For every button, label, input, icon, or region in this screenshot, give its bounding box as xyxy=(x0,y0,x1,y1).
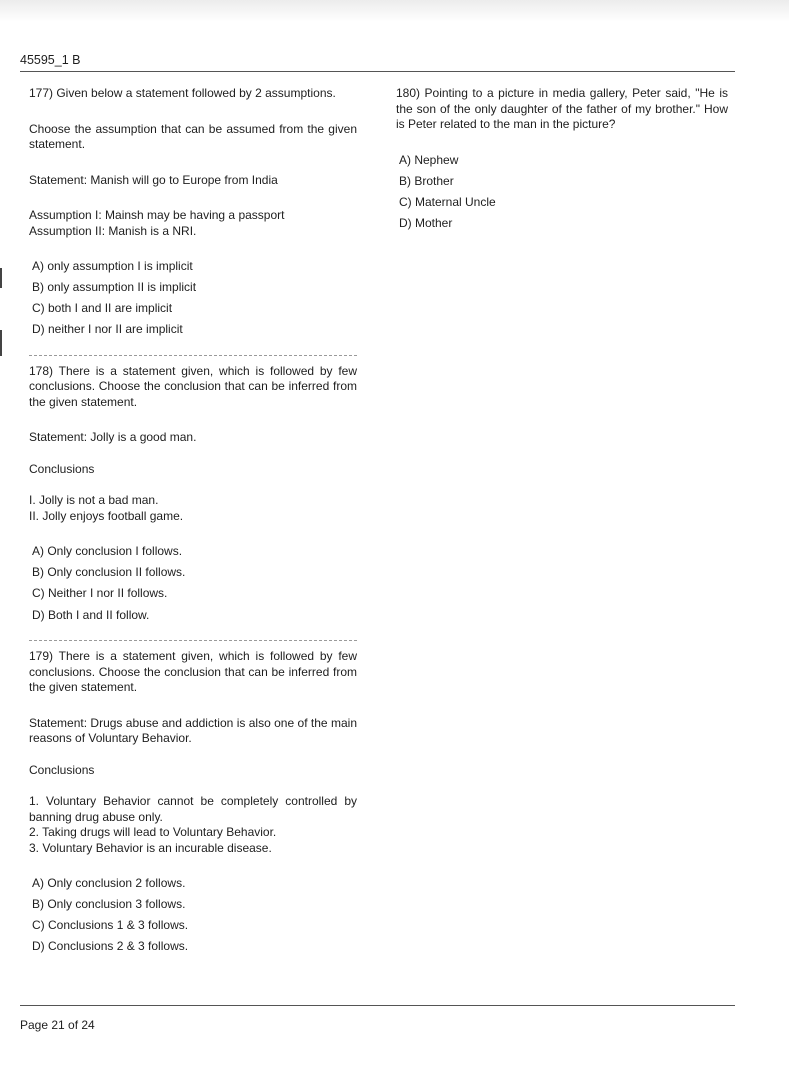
conclusion-2: 2. Taking drugs will lead to Voluntary Behavior. xyxy=(29,825,277,840)
document-code: 45595_1 B xyxy=(20,53,81,67)
scan-mark xyxy=(0,330,2,356)
conclusion-3: 3. Voluntary Behavior is an incurable disease. xyxy=(29,840,272,855)
assumption-2: Assumption II: Manish is a NRI. xyxy=(29,223,197,238)
question-179 xyxy=(29,649,357,955)
option-a: A) only assumption I is implicit xyxy=(32,259,193,273)
question-text: 180) Pointing to a picture in media gallery, Peter said, "He is the son of the only daughter of the father of my brother." How is Peter related to the man in the picture? xyxy=(396,86,728,131)
option-d: D) neither I nor II are implicit xyxy=(32,322,183,337)
assumption-1: Assumption I: Mainsh may be having a passport xyxy=(29,208,285,222)
conclusions-label: Conclusions xyxy=(29,461,95,476)
conclusions-label: Conclusions xyxy=(29,762,95,777)
option-c: C) Maternal Uncle xyxy=(399,194,496,209)
right-column xyxy=(396,86,728,237)
option-b: B) Brother xyxy=(399,173,454,188)
option-d: D) Conclusions 2 & 3 follows. xyxy=(32,939,189,954)
question-instruction: Choose the assumption that can be assumed from the given statement. xyxy=(29,121,357,151)
option-b: B) Only conclusion 3 follows. xyxy=(32,897,186,912)
option-b: B) Only conclusion II follows. xyxy=(32,565,186,580)
question-text: 177) Given below a statement followed by 2 assumptions. xyxy=(29,86,336,100)
page-number: Page 21 of 24 xyxy=(20,1018,95,1032)
question-separator xyxy=(29,640,357,641)
question-separator xyxy=(29,355,357,356)
option-a: A) Nephew xyxy=(399,152,459,167)
question-178 xyxy=(29,364,357,623)
conclusion-2: II. Jolly enjoys football game. xyxy=(29,508,184,523)
question-text: 179) There is a statement given, which is followed by few conclusions. Choose the conclusion that can be inferred from the given statement. xyxy=(29,649,357,695)
option-c: C) Neither I nor II follows. xyxy=(32,586,168,601)
option-b: B) only assumption II is implicit xyxy=(32,280,197,295)
conclusion-1: I. Jolly is not a bad man. xyxy=(29,493,159,508)
scan-top-shading xyxy=(0,0,789,22)
question-177 xyxy=(29,86,357,338)
option-c: C) Conclusions 1 & 3 follows. xyxy=(32,918,189,933)
left-column xyxy=(29,86,357,960)
question-text: 178) There is a statement given, which is followed by few conclusions. Choose the conclusion that can be inferred from the given statement. xyxy=(29,363,357,409)
header-rule xyxy=(20,71,735,72)
statement: Statement: Manish will go to Europe from India xyxy=(29,172,278,187)
footer-rule xyxy=(20,1005,735,1006)
option-d: D) Both I and II follow. xyxy=(32,607,150,622)
option-d: D) Mother xyxy=(399,215,453,230)
statement: Statement: Jolly is a good man. xyxy=(29,430,197,445)
option-a: A) Only conclusion I follows. xyxy=(32,544,183,559)
conclusion-1: 1. Voluntary Behavior cannot be completely controlled by banning drug abuse only. xyxy=(29,794,357,824)
option-a: A) Only conclusion 2 follows. xyxy=(32,876,186,891)
scan-mark xyxy=(0,268,2,288)
option-c: C) both I and II are implicit xyxy=(32,301,173,316)
statement: Statement: Drugs abuse and addiction is also one of the main reasons of Voluntary Behavior. xyxy=(29,715,357,746)
question-180 xyxy=(396,86,728,231)
